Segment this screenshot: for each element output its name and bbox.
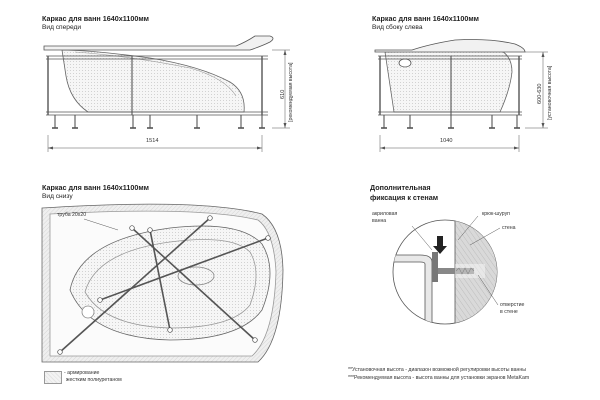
- reinforcement-legend-swatch: [44, 371, 62, 384]
- legend-line2: жестким полиуретаном: [66, 377, 122, 383]
- acrylic-label-line1: акриловая: [372, 211, 398, 217]
- side-height-note: [установочная высота]: [547, 65, 553, 120]
- bottom-view-subtitle: Вид снизу: [42, 193, 73, 200]
- side-height-dimension: 600-630: [537, 83, 543, 104]
- recommended-height-note: ***Рекомендуемая высота - высота ванны для установки экранов MetaKam: [348, 375, 530, 381]
- side-view-title: Каркас для ванн 1640х1100мм: [372, 14, 479, 23]
- acrylic-label-line2: ванна: [372, 218, 387, 224]
- legend-line1: - армирование: [64, 370, 100, 376]
- fixation-detail-drawing: [390, 215, 515, 335]
- hole-label-line2: в стене: [500, 309, 518, 315]
- front-view-subtitle: Вид спереди: [42, 24, 82, 31]
- hole-label-line1: отверстие: [500, 302, 525, 308]
- front-height-dimension: 610: [280, 89, 286, 99]
- front-view-drawing: [44, 36, 290, 152]
- fixation-title-line1: Дополнительная: [370, 183, 431, 192]
- installation-height-note: **Установочная высота - диапазон возможной регулировки высоты ванны: [348, 367, 526, 373]
- bottom-view-title: Каркас для ванн 1640х1100мм: [42, 183, 149, 192]
- bottom-view-drawing: [42, 204, 283, 362]
- pipe-label: труба 20х20: [57, 212, 87, 218]
- side-view-subtitle: Вид сбоку слева: [372, 24, 423, 31]
- side-width-dimension: 1040: [440, 138, 453, 144]
- front-height-note: [рекомендуемая высота]: [288, 62, 294, 122]
- front-view-title: Каркас для ванн 1640х1100мм: [42, 14, 149, 23]
- side-view-drawing: [375, 40, 548, 153]
- wall-label: стена: [502, 225, 516, 231]
- screw-label: крюк-шуруп: [482, 211, 510, 217]
- front-width-dimension: 1514: [146, 138, 159, 144]
- fixation-title-line2: фиксация к стенам: [370, 193, 439, 202]
